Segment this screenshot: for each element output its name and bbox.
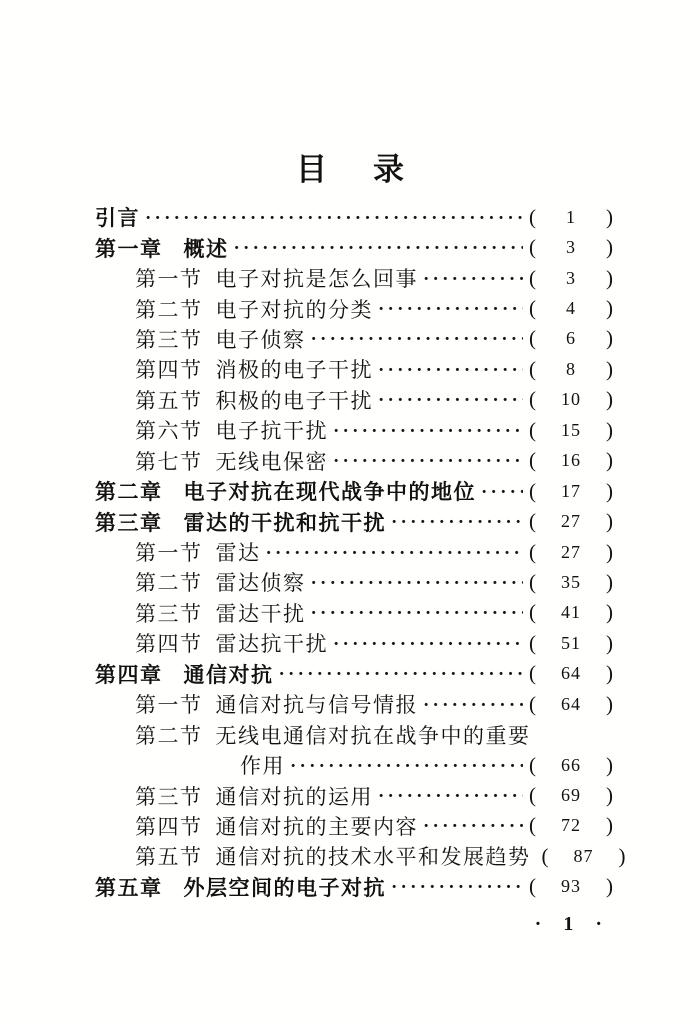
open-paren: ( (541, 843, 549, 868)
toc-entry-title: 雷达抗干扰 (215, 632, 328, 657)
open-paren: ( (529, 752, 536, 777)
dot-leader (279, 665, 524, 684)
page-number: 8 (566, 358, 576, 379)
toc-row-section (95, 324, 613, 354)
toc-section-number: 第一节 (135, 267, 203, 292)
toc-row-intro (95, 202, 613, 232)
toc-entry-title: 雷达侦察 (215, 571, 306, 596)
open-paren: ( (529, 417, 536, 442)
toc-page-ref (529, 418, 613, 443)
toc-entry-title: 通信对抗的技术水平和发展趋势 (215, 845, 531, 870)
toc-entry-title: 概述 (183, 236, 229, 261)
toc-entry-title: 电子对抗的分类 (215, 297, 373, 322)
page-number: 3 (566, 267, 576, 288)
toc-row-chapter4 (95, 659, 613, 689)
toc-chapter-number: 第四章 (95, 662, 163, 687)
toc-page-ref (529, 600, 613, 625)
table-of-contents (95, 202, 626, 902)
dot-leader (311, 604, 524, 623)
toc-entry-title: 电子侦察 (215, 327, 306, 352)
toc-page-ref (529, 235, 613, 260)
open-paren: ( (529, 356, 536, 381)
open-paren: ( (529, 813, 536, 838)
toc-row-section (95, 841, 626, 871)
open-paren: ( (529, 783, 536, 808)
page-number: 69 (561, 785, 581, 806)
toc-page-ref (529, 448, 613, 473)
toc-page-ref (529, 205, 613, 230)
dot-leader (378, 361, 523, 380)
close-paren: ) (606, 630, 613, 655)
toc-entry-title: 通信对抗 (183, 662, 274, 687)
toc-row-section (95, 293, 613, 323)
toc-row-section (95, 567, 613, 597)
close-paren: ) (606, 417, 613, 442)
page-number: 93 (561, 876, 581, 897)
close-paren: ) (606, 235, 613, 260)
dot-leader (423, 270, 523, 289)
open-paren: ( (529, 204, 536, 229)
toc-chapter-number: 第三章 (95, 510, 163, 535)
toc-section-number: 第六节 (135, 419, 203, 444)
toc-row-section (95, 811, 613, 841)
dot-leader (333, 452, 523, 471)
toc-entry-title: 积极的电子干扰 (215, 388, 373, 413)
toc-entry-title: 电子对抗在现代战争中的地位 (183, 480, 476, 505)
toc-row-section (95, 537, 613, 567)
open-paren: ( (529, 478, 536, 503)
page-number: 4 (566, 298, 576, 319)
close-paren: ) (606, 813, 613, 838)
toc-page-ref (529, 326, 613, 351)
page-number: 41 (561, 602, 581, 623)
page-number: 3 (566, 237, 576, 258)
toc-chapter-number: 第五章 (95, 875, 163, 900)
open-paren: ( (529, 387, 536, 412)
dot-leader (423, 696, 523, 715)
page-number: 64 (561, 693, 581, 714)
toc-section-number: 第四节 (135, 358, 203, 383)
toc-entry-title: 消极的电子干扰 (215, 358, 373, 383)
toc-entry-title: 雷达 (215, 541, 261, 566)
toc-page-ref (529, 783, 613, 808)
open-paren: ( (529, 326, 536, 351)
close-paren: ) (606, 326, 613, 351)
page-number: 15 (561, 419, 581, 440)
toc-row-chapter3 (95, 506, 613, 536)
page-number: 17 (561, 480, 581, 501)
toc-row-section (95, 598, 613, 628)
open-paren: ( (529, 265, 536, 290)
toc-row-section (95, 446, 613, 476)
toc-row-section (95, 415, 613, 445)
toc-section-number: 第五节 (135, 845, 203, 870)
close-paren: ) (606, 448, 613, 473)
open-paren: ( (529, 600, 536, 625)
open-paren: ( (529, 661, 536, 686)
toc-section-number: 第一节 (135, 541, 203, 566)
close-paren: ) (606, 204, 613, 229)
open-paren: ( (529, 691, 536, 716)
open-paren: ( (529, 448, 536, 473)
dot-leader (145, 209, 523, 228)
toc-page-ref (529, 266, 613, 291)
close-paren: ) (606, 783, 613, 808)
toc-page-ref (529, 631, 613, 656)
close-paren: ) (606, 752, 613, 777)
page-number: 35 (561, 571, 581, 592)
page-number: 6 (566, 328, 576, 349)
toc-entry-title: 电子对抗是怎么回事 (215, 267, 418, 292)
dot-leader (391, 878, 523, 897)
toc-section-number: 第二节 (135, 297, 203, 322)
page-number: 66 (561, 754, 581, 775)
toc-row-section (95, 263, 613, 293)
page-number: 1 (566, 206, 576, 227)
dot-leader (378, 787, 523, 806)
toc-section-number: 第七节 (135, 449, 203, 474)
toc-page-ref (529, 661, 613, 686)
open-paren: ( (529, 569, 536, 594)
close-paren: ) (618, 843, 626, 868)
close-paren: ) (606, 539, 613, 564)
close-paren: ) (606, 600, 613, 625)
toc-row-section-wrapped (95, 719, 613, 749)
close-paren: ) (606, 478, 613, 503)
toc-chapter-number: 第二章 (95, 480, 163, 505)
open-paren: ( (529, 235, 536, 260)
toc-section-number: 第三节 (135, 784, 203, 809)
page-number: 10 (561, 389, 581, 410)
close-paren: ) (606, 356, 613, 381)
dot-leader (311, 574, 524, 593)
toc-section-number: 第三节 (135, 601, 203, 626)
toc-row-section (95, 354, 613, 384)
toc-row-section (95, 628, 613, 658)
toc-row-section (95, 385, 613, 415)
page-number: 51 (561, 632, 581, 653)
toc-row-section (95, 689, 613, 719)
toc-page-ref (529, 570, 613, 595)
toc-page-ref (529, 387, 613, 412)
toc-page-ref (529, 296, 613, 321)
open-paren: ( (529, 630, 536, 655)
toc-entry-title: 通信对抗的主要内容 (215, 814, 418, 839)
toc-section-number: 第四节 (135, 814, 203, 839)
close-paren: ) (606, 661, 613, 686)
toc-entry-title: 雷达的干扰和抗干扰 (183, 510, 386, 535)
open-paren: ( (529, 509, 536, 534)
toc-entry-title-continued: 作用 (240, 754, 285, 779)
dot-leader (423, 817, 523, 836)
dot-leader (290, 757, 523, 776)
toc-section-number: 第五节 (135, 388, 203, 413)
close-paren: ) (606, 265, 613, 290)
close-paren: ) (606, 509, 613, 534)
toc-entry-title: 无线电保密 (215, 449, 328, 474)
toc-row-chapter1 (95, 232, 613, 262)
toc-row-chapter5 (95, 872, 613, 902)
toc-row-continuation (95, 750, 613, 780)
page-title: 目录 (296, 152, 450, 187)
close-paren: ) (606, 874, 613, 899)
dot-leader (234, 239, 524, 258)
toc-entry-title: 电子抗干扰 (215, 419, 328, 444)
dot-leader (266, 544, 524, 563)
toc-page-ref (529, 540, 613, 565)
toc-entry-title: 通信对抗的运用 (215, 784, 373, 809)
toc-page-ref (529, 479, 613, 504)
open-paren: ( (529, 874, 536, 899)
page-number: 27 (561, 511, 581, 532)
dot-leader (333, 635, 523, 654)
page-number: 27 (561, 541, 581, 562)
toc-page-ref (529, 692, 613, 717)
page-number: 16 (561, 450, 581, 471)
open-paren: ( (529, 539, 536, 564)
dot-leader (378, 391, 523, 410)
dot-leader (333, 422, 523, 441)
toc-page-ref (542, 844, 626, 869)
toc-entry-title: 无线电通信对抗在战争中的重要 (215, 723, 531, 748)
toc-section-number: 第一节 (135, 693, 203, 718)
toc-page-ref (529, 357, 613, 382)
open-paren: ( (529, 296, 536, 321)
toc-row-section (95, 780, 613, 810)
toc-page-ref (529, 813, 613, 838)
dot-leader (311, 330, 524, 349)
toc-section-number: 第二节 (135, 723, 203, 748)
toc-entry-title: 外层空间的电子对抗 (183, 875, 386, 900)
close-paren: ) (606, 691, 613, 716)
close-paren: ) (606, 387, 613, 412)
toc-section-number: 第四节 (135, 632, 203, 657)
toc-page-ref (529, 753, 613, 778)
page-number: 64 (561, 663, 581, 684)
close-paren: ) (606, 296, 613, 321)
toc-page-ref (529, 874, 613, 899)
toc-page-ref (529, 509, 613, 534)
dot-leader (481, 483, 523, 502)
close-paren: ) (606, 569, 613, 594)
toc-entry-title: 雷达干扰 (215, 601, 306, 626)
toc-entry-title: 通信对抗与信号情报 (215, 693, 418, 718)
toc-entry-label: 引言 (95, 206, 140, 231)
folio-page-number: · 1 · (534, 913, 604, 935)
toc-chapter-number: 第一章 (95, 236, 163, 261)
page-number: 87 (573, 845, 594, 866)
page-number: 72 (561, 815, 581, 836)
toc-row-chapter2 (95, 476, 613, 506)
toc-section-number: 第三节 (135, 327, 203, 352)
dot-leader (378, 300, 523, 319)
dot-leader (391, 513, 523, 532)
toc-section-number: 第二节 (135, 571, 203, 596)
